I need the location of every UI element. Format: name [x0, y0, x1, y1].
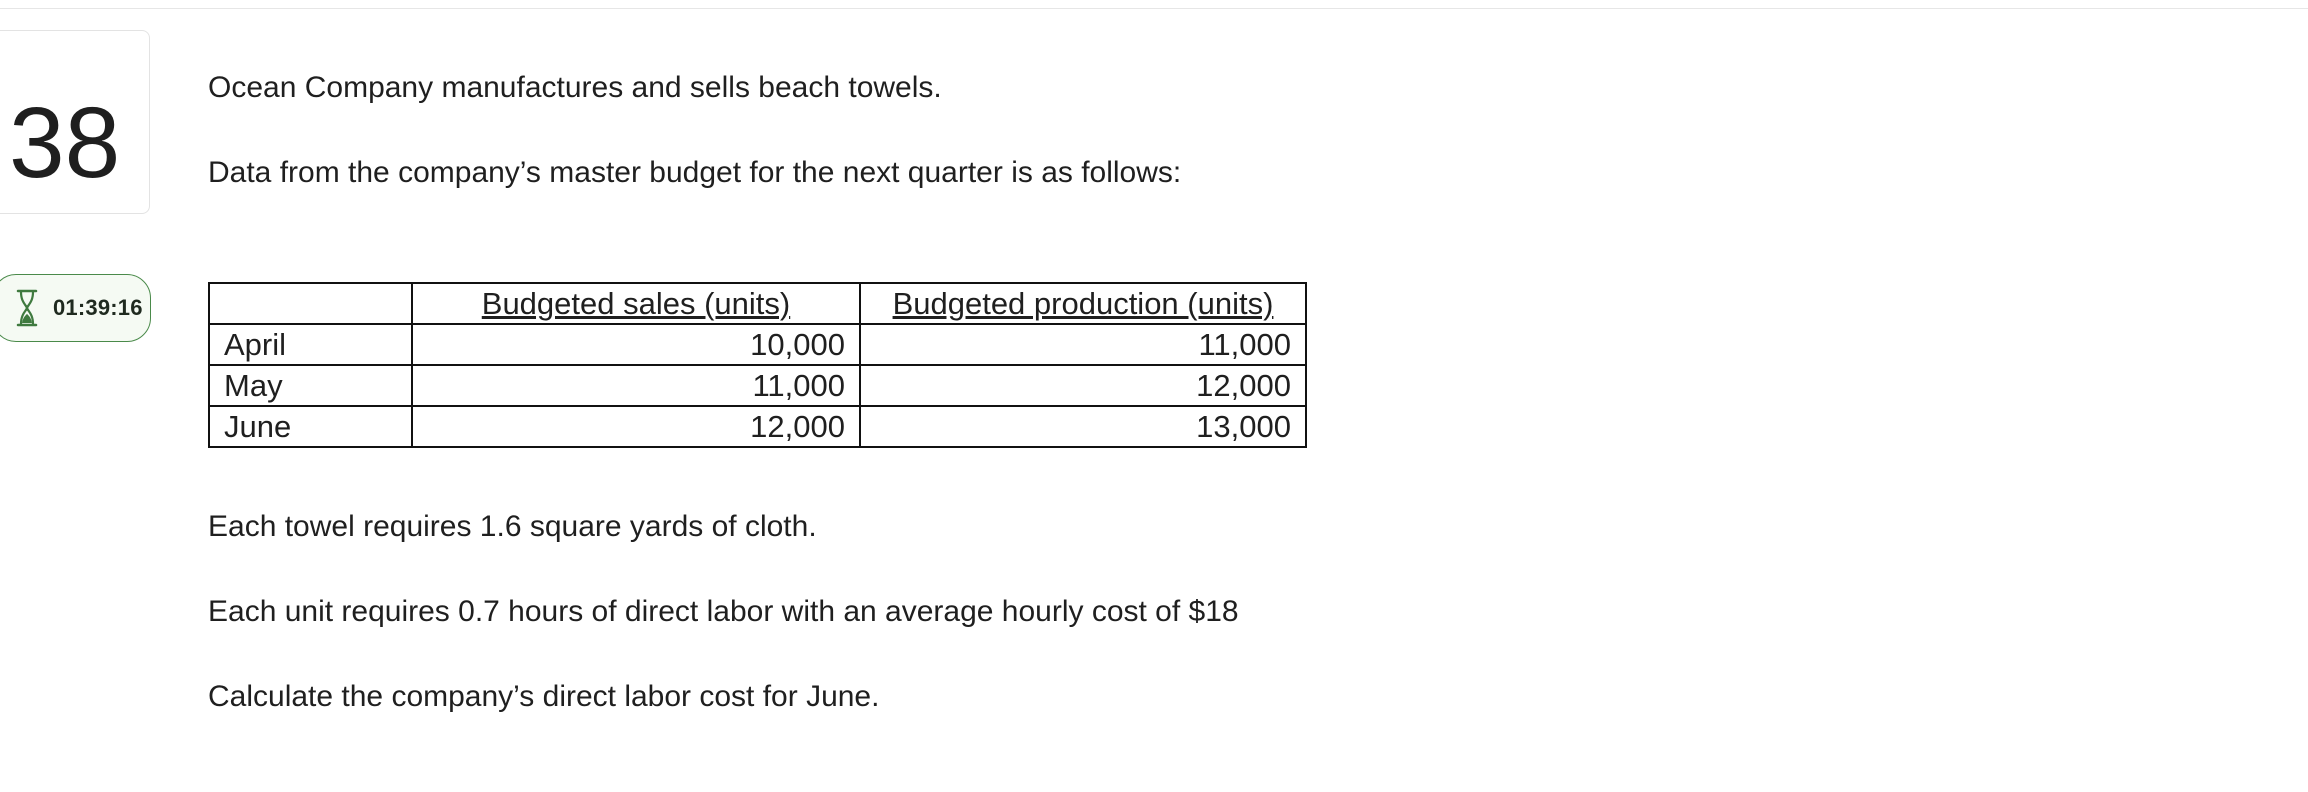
labor-requirement-text: Each unit requires 0.7 hours of direct labor with an average hourly cost of $18	[208, 595, 1239, 628]
table-cell-month: April	[209, 324, 412, 365]
hourglass-icon	[13, 288, 41, 328]
table-header-sales: Budgeted sales (units)	[412, 283, 860, 324]
intro-line-2: Data from the company’s master budget for the next quarter is as follows:	[208, 156, 1182, 189]
question-number-box	[0, 30, 150, 214]
cloth-requirement-text: Each towel requires 1.6 square yards of cloth.	[208, 510, 817, 543]
table-header-empty	[209, 283, 412, 324]
table-row	[209, 365, 1306, 406]
table-cell-production: 11,000	[860, 324, 1306, 365]
table-cell-production: 12,000	[860, 365, 1306, 406]
budget-table	[208, 282, 1307, 448]
table-header-production: Budgeted production (units)	[860, 283, 1306, 324]
table-cell-production: 13,000	[860, 406, 1306, 447]
table-cell-sales: 12,000	[412, 406, 860, 447]
table-row	[209, 406, 1306, 447]
intro-line-1: Ocean Company manufactures and sells beach towels.	[208, 71, 942, 104]
timer-text: 01:39:16	[53, 295, 143, 320]
table-cell-sales: 11,000	[412, 365, 860, 406]
table-cell-month: May	[209, 365, 412, 406]
top-divider	[0, 8, 2308, 9]
table-cell-sales: 10,000	[412, 324, 860, 365]
question-number: 38	[9, 87, 121, 199]
question-prompt-text: Calculate the company’s direct labor cost for June.	[208, 680, 880, 713]
table-row	[209, 324, 1306, 365]
table-cell-month: June	[209, 406, 412, 447]
table-header-row	[209, 283, 1306, 324]
timer-badge	[0, 274, 151, 342]
